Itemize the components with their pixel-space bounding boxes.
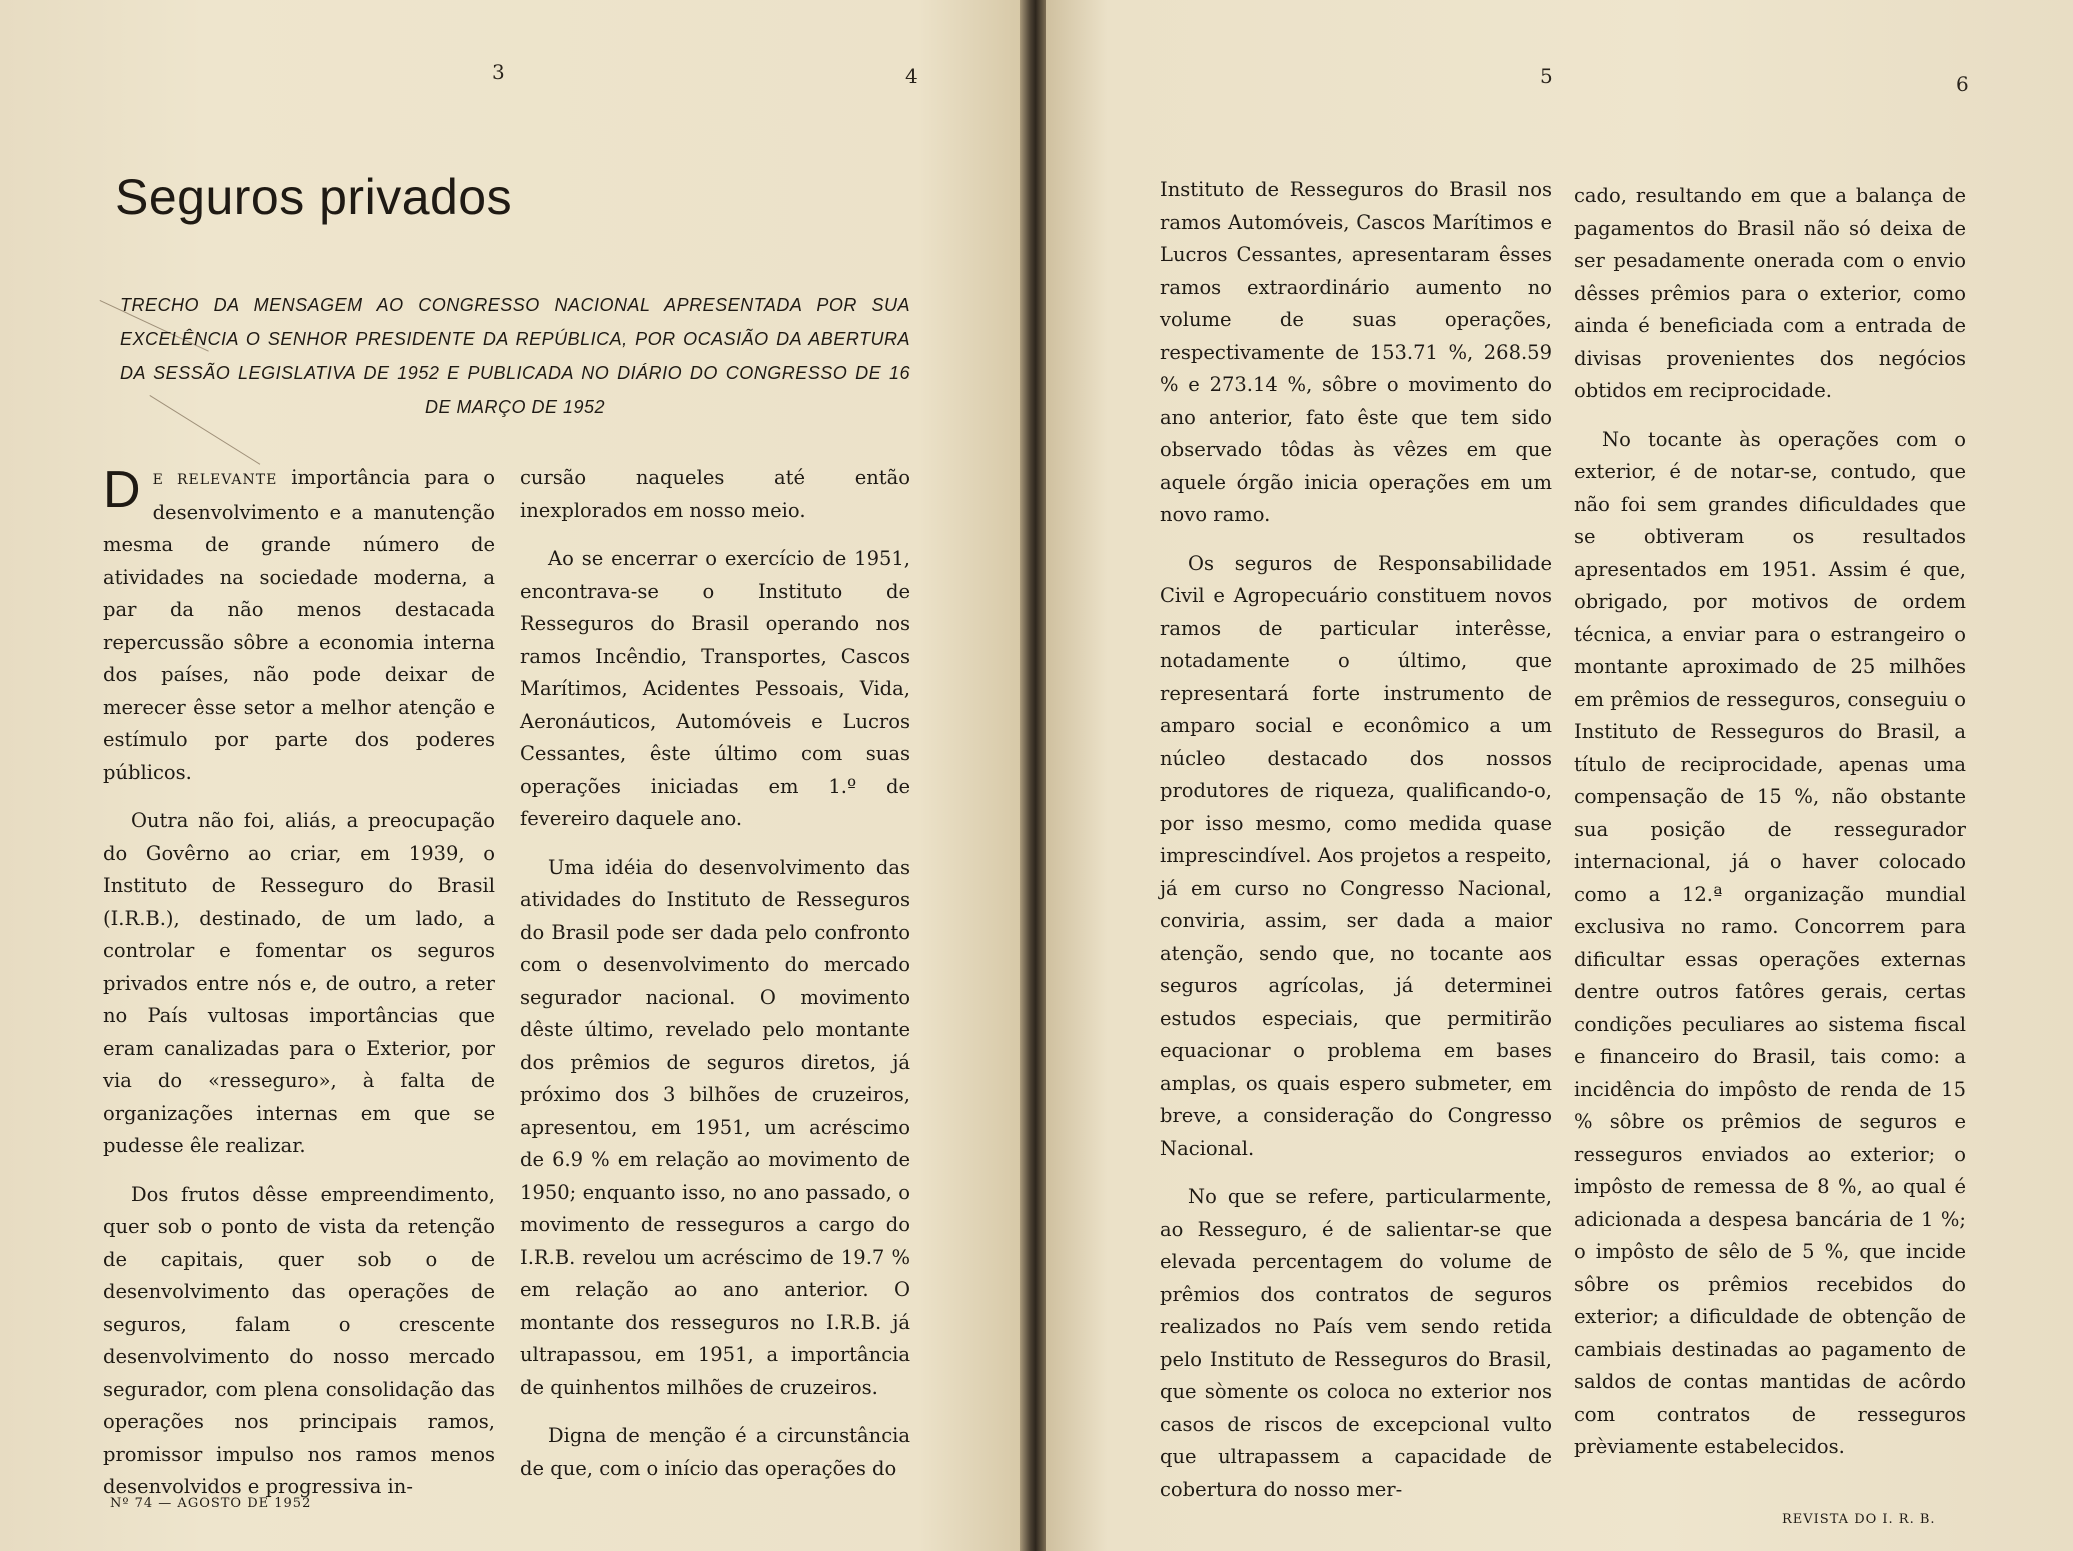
drop-cap: D — [103, 461, 141, 519]
left-page — [0, 0, 1020, 1551]
article-title: Seguros privados — [115, 169, 513, 225]
paragraph: cado, resultando em que a balança de pagamentos do Brasil não só deixa de ser pesadamente onerada com o envio dêsses prêmios para o exterior, como ainda é beneficiada com a entrada de divisas provenientes dos negócios obtidos em reciprocidade. — [1574, 184, 1966, 402]
article-intro: TRECHO DA MENSAGEM AO CONGRESSO NACIONAL APRESENTADA POR SUA EXCELÊNCIA O SENHOR PRESIDENTE DA REPÚBLICA, POR OCASIÃO DA ABERTURA DA SESSÃO LEGISLATIVA DE 1952 E PUBLICADA NO DIÁRIO DO CONGRESSO DE 16 DE MARÇO DE 1952 — [120, 295, 910, 417]
page-number-3: 3 — [492, 60, 505, 84]
column-1 — [103, 462, 495, 1520]
issue-footer: Nº 74 — AGOSTO DE 1952 — [110, 1496, 312, 1511]
paragraph: Instituto de Resseguros do Brasil nos ramos Automóveis, Cascos Marítimos e Lucros Cessantes, apresentaram êsses ramos extraordinário aumento no volume de suas operações, respectivamente de 153.71 %, 268.59 % e 273.14 %, sôbre o movimento do ano anterior, fato êste que tem sido observado tôdas às vêzes em que aquele órgão inicia operações em um novo ramo. — [1160, 178, 1552, 526]
lead-in: E RELEVANTE — [152, 472, 278, 488]
column-4 — [1574, 180, 1966, 1480]
paragraph: Dos frutos dêsse empreendimento, quer sob o ponto de vista da retenção de capitais, quer sob o de desenvolvimento das operações de seguros, falam o crescente desenvolvimento do nosso mercado segurador, com plena consolidação das operações nos principais ramos, promissor impulso nos ramos menos desenvolvidos e progressiva in- — [103, 1182, 495, 1498]
paragraph: Os seguros de Responsabilidade Civil e Agropecuário constituem novos ramos de particular interêsse, notadamente o último, que representará forte instrumento de amparo social e econômico a um núcleo destacado dos nossos produtores de riqueza, qualificando-o, por isso mesmo, como medida quase imprescindível. Aos projetos a respeito, já em curso no Congresso Nacional, conviria, assim, ser dada a maior atenção, sendo que, no tocante aos seguros agrícolas, já determinei estudos especiais, que permitirão equacionar o problema em bases amplas, os quais espero submeter, em breve, a consideração do Congresso Nacional. — [1160, 551, 1552, 1160]
column-2 — [520, 462, 910, 1501]
page-number-5: 5 — [1540, 64, 1553, 88]
book-gutter — [1020, 0, 1046, 1551]
paragraph: cursão naqueles até então inexplorados em nosso meio. — [520, 466, 910, 522]
journal-footer: REVISTA DO I. R. B. — [1782, 1512, 1936, 1527]
paragraph-text: importância para o desenvolvimento e a manutenção mesma de grande número de atividades na sociedade moderna, a par da não menos destacada repercussão sôbre a economia interna dos países, não pode deixar de merecer êsse setor a melhor atenção e estímulo por parte dos poderes públicos. — [103, 466, 495, 784]
page-number-4: 4 — [905, 64, 918, 88]
right-page — [1046, 0, 2073, 1551]
column-3 — [1160, 174, 1552, 1522]
paragraph: No tocante às operações com o exterior, é de notar-se, contudo, que não foi sem grandes dificuldades que se obtiveram os resultados apresentados em 1951. Assim é que, obrigado, por motivos de ordem técnica, a enviar para o estrangeiro o montante aproximado de 25 milhões em prêmios de resseguros, conseguiu o Instituto de Resseguros do Brasil, a título de reciprocidade, apenas uma compensação de 15 %, não obstante sua posição de ressegurador internacional, já o haver colocado como a 12.ª organização mundial exclusiva no ramo. Concorrem para dificultar essas operações externas dentre outros fatôres gerais, certas condições peculiares ao sistema fiscal e financeiro do Brasil, tais como: a incidência do impôsto de renda de 15 % sôbre os prêmios de seguros e resseguros enviados ao exterior; o impôsto de remessa de 8 %, ao qual é adicionada a despesa bancária de 1 %; o impôsto de sêlo de 5 %, que incide sôbre os prêmios recebidos do exterior; a dificuldade de obtenção de cambiais destinadas ao pagamento de saldos de contas mantidas de acôrdo com contratos de resseguros prèviamente estabelecidos. — [1574, 427, 1966, 1458]
paragraph: Ao se encerrar o exercício de 1951, encontrava-se o Instituto de Resseguros do Brasil operando nos ramos Incêndio, Transportes, Cascos Marítimos, Acidentes Pessoais, Vida, Aeronáuticos, Automóveis e Lucros Cessantes, êste último com suas operações iniciadas em 1.º de fevereiro daquele ano. — [520, 547, 910, 830]
page-number-6: 6 — [1956, 72, 1969, 96]
paragraph: No que se refere, particularmente, ao Resseguro, é de salientar-se que elevada percentagem do volume de prêmios dos contratos de seguros realizados no País vem sendo retida pelo Instituto de Resseguros do Brasil, que sòmente os coloca no exterior nos casos de riscos de excepcional vulto que ultrapassem a capacidade de cobertura do nosso mer- — [1160, 1185, 1552, 1501]
paragraph — [103, 462, 495, 789]
paragraph: Uma idéia do desenvolvimento das atividades do Instituto de Resseguros do Brasil pode ser dada pelo confronto com o desenvolvimento do mercado segurador nacional. O movimento dêste último, revelado pelo montante dos prêmios de seguros diretos, já próximo dos 3 bilhões de cruzeiros, apresentou, em 1951, um acréscimo de 6.9 % em relação ao movimento de 1950; enquanto isso, no ano passado, o movimento de resseguros a cargo do I.R.B. revelou um acréscimo de 19.7 % em relação ao ano anterior. O montante dos resseguros no I.R.B. já ultrapassou, em 1951, a importância de quinhentos milhões de cruzeiros. — [520, 855, 910, 1399]
paragraph: Digna de menção é a circunstância de que, com o início das operações do — [520, 1424, 910, 1480]
paragraph: Outra não foi, aliás, a preocupação do Govêrno ao criar, em 1939, o Instituto de Resseguro do Brasil (I.R.B.), destinado, de um lado, a controlar e fomentar os seguros privados entre nós e, de outro, a reter no País vultosas importâncias que eram canalizadas para o Exterior, por via do «resseguro», à falta de organizações internas em que se pudesse êle realizar. — [103, 809, 495, 1157]
